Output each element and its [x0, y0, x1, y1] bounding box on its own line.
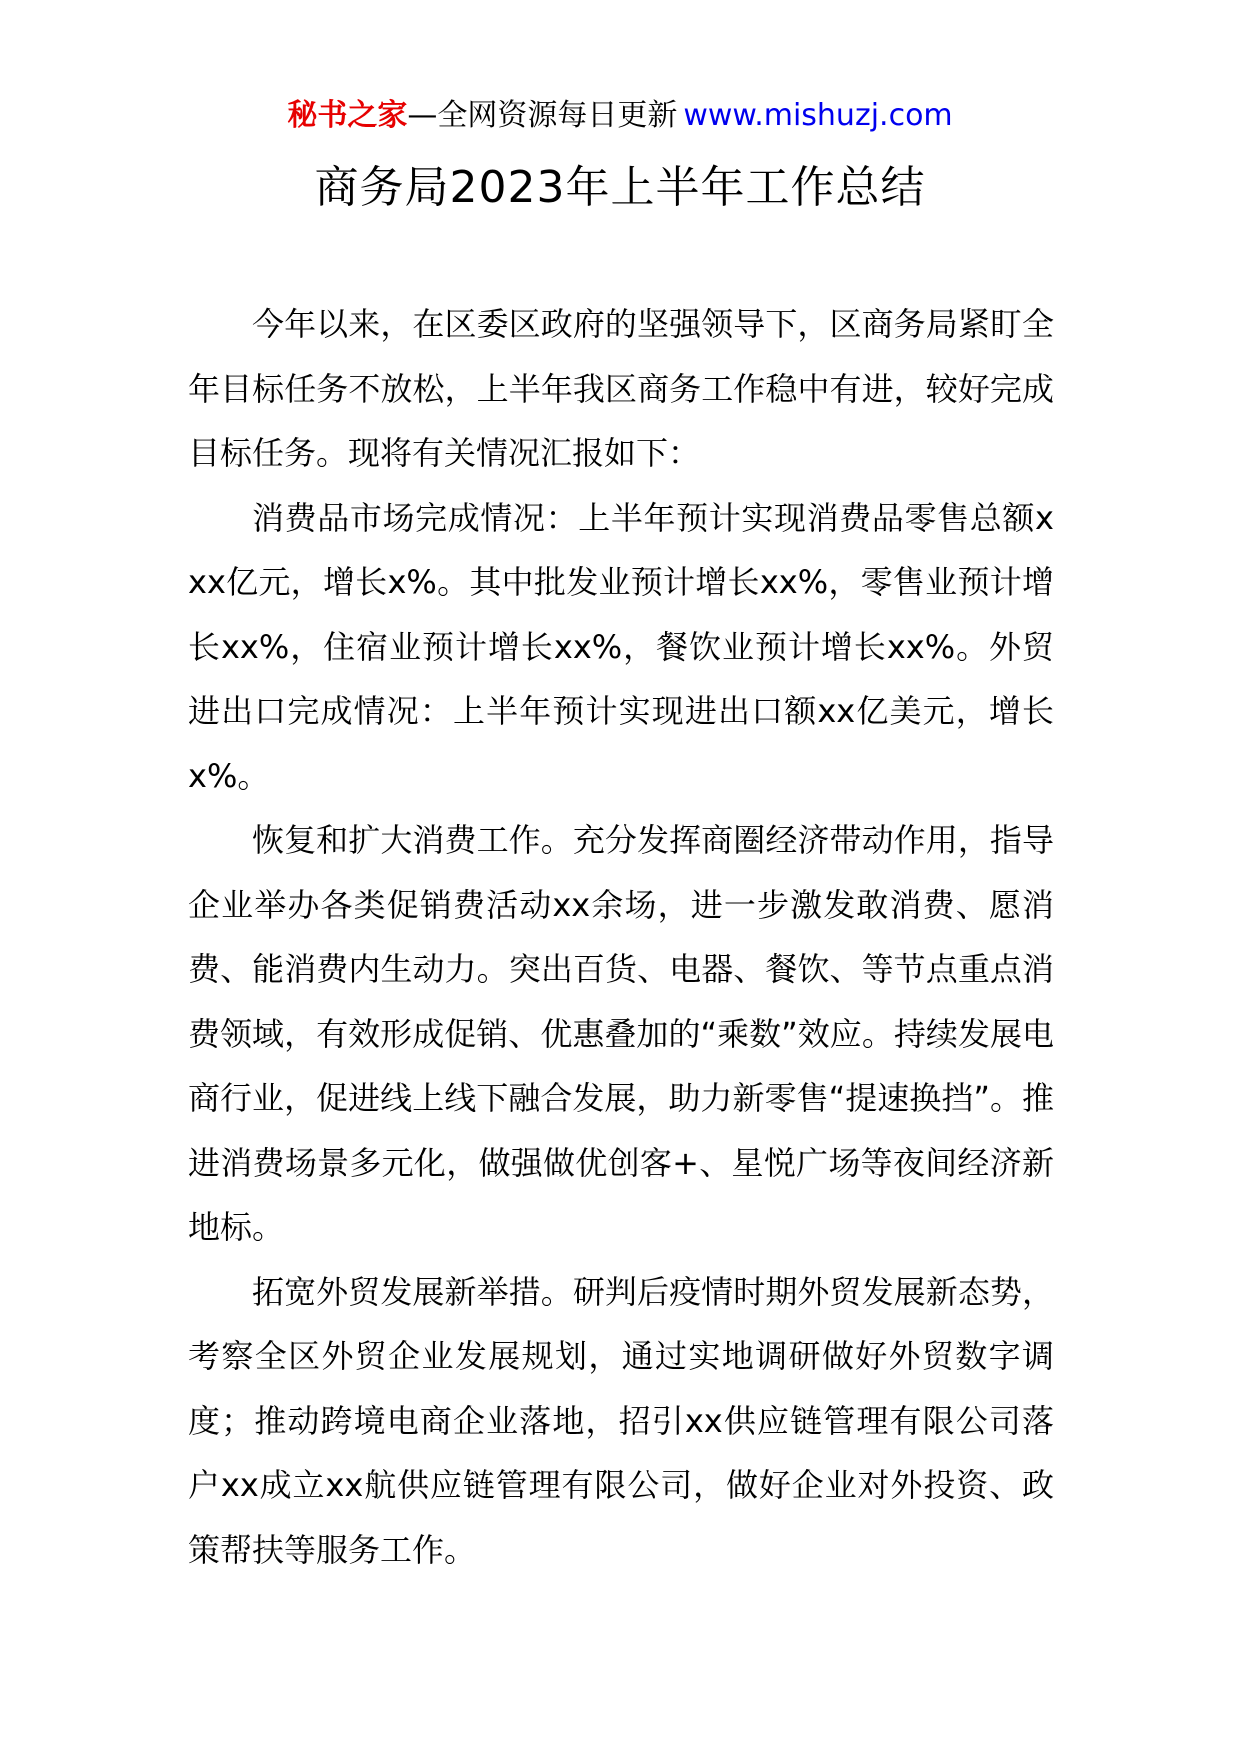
brand-name: 秘书之家: [287, 98, 408, 133]
paragraph-foreign-trade: 拓宽外贸发展新举措。研判后疫情时期外贸发展新态势，考察全区外贸企业发展规划，通过实地调研做好外贸数字调度；推动跨境电商企业落地，招引xx供应链管理有限公司落户xx成立xx航供应链管理有限公司，做好企业对外投资、政策帮扶等服务工作。: [188, 1272, 1054, 1569]
document-title: 商务局2023年上半年工作总结: [314, 162, 926, 213]
site-tagline: —全网资源每日更新: [407, 98, 678, 133]
paragraph-consumption-work: 恢复和扩大消费工作。充分发挥商圈经济带动作用，指导企业举办各类促销费活动xx余场，进一步激发敢消费、愿消费、能消费内生动力。突出百货、电器、餐饮、等节点重点消费领域，有效形成促销、优惠叠加的“乘数”效应。持续发展电商行业，促进线上线下融合发展，助力新零售“提速换挡”。推进消费场景多元化，做强做优创客+、星悦广场等夜间经济新地标。: [188, 821, 1054, 1246]
site-header-banner: [0, 96, 1240, 136]
site-url-link[interactable]: www.mishuzj.com: [683, 98, 953, 133]
paragraph-market-status: 消费品市场完成情况：上半年预计实现消费品零售总额xxx亿元，增长x%。其中批发业预计增长xx%，零售业预计增长xx%，住宿业预计增长xx%，餐饮业预计增长xx%。外贸进出口完成情况：上半年预计实现进出口额xx亿美元，增长x%。: [188, 498, 1054, 795]
paragraph-intro: 今年以来，在区委区政府的坚强领导下，区商务局紧盯全年目标任务不放松，上半年我区商务工作稳中有进，较好完成目标任务。现将有关情况汇报如下：: [188, 305, 1054, 472]
document-body: [188, 292, 1054, 1582]
